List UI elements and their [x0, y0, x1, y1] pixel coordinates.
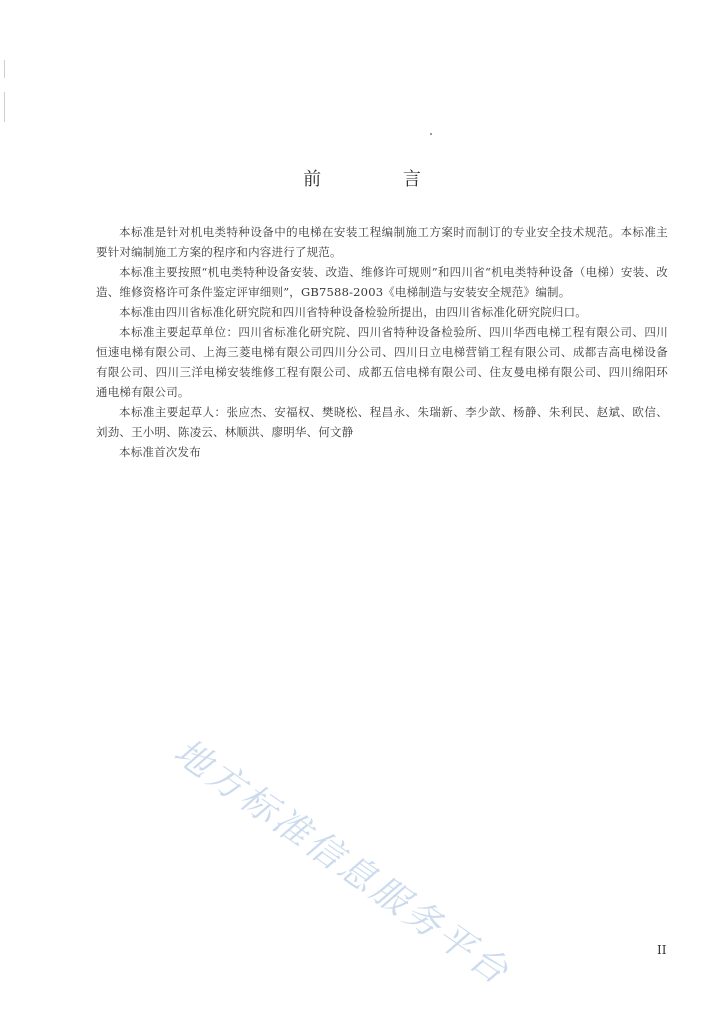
scan-edge-mark [4, 92, 5, 122]
page-title: 前 言 [303, 169, 459, 190]
scan-speck [430, 133, 432, 135]
preface-body [96, 222, 668, 462]
paragraph-basis: 本标准主要按照“机电类特种设备安装、改造、维修许可规则”和四川省“机电类特种设备（电梯）安装、改造、维修资格许可条件鉴定评审细则”，GB7588-2003《电梯制造与安装安全规范》编制。 [96, 265, 668, 299]
paragraph-scope: 本标准是针对机电类特种设备中的电梯在安装工程编制施工方案时而制订的专业安全技术规范。本标准主要针对编制施工方案的程序和内容进行了规范。 [96, 225, 668, 259]
paragraph-proposer: 本标准由四川省标准化研究院和四川省特种设备检验所提出，由四川省标准化研究院归口。 [119, 305, 587, 319]
page-number: II [657, 943, 667, 957]
watermark-text: 地方标准信息服务平台 [166, 731, 518, 995]
paragraph-first-issue: 本标准首次发布 [119, 445, 201, 459]
scan-edge-mark [4, 60, 5, 78]
paragraph-drafters: 本标准主要起草人：张应杰、安福权、樊晓松、程昌永、朱瑞新、李少歆、杨静、朱利民、赵斌、欧信、刘劲、王小明、陈凌云、林顺洪、廖明华、何文静 [96, 405, 668, 439]
paragraph-drafting-units: 本标准主要起草单位：四川省标准化研究院、四川省特种设备检验所、四川华西电梯工程有限公司、四川恒速电梯有限公司、上海三菱电梯有限公司四川分公司、四川日立电梯营销工程有限公司、成都吉高电梯设备有限公司、四川三洋电梯安装维修工程有限公司、成都五信电梯有限公司、住友曼电梯有限公司、四川绵阳环通电梯有限公司。 [96, 325, 668, 399]
